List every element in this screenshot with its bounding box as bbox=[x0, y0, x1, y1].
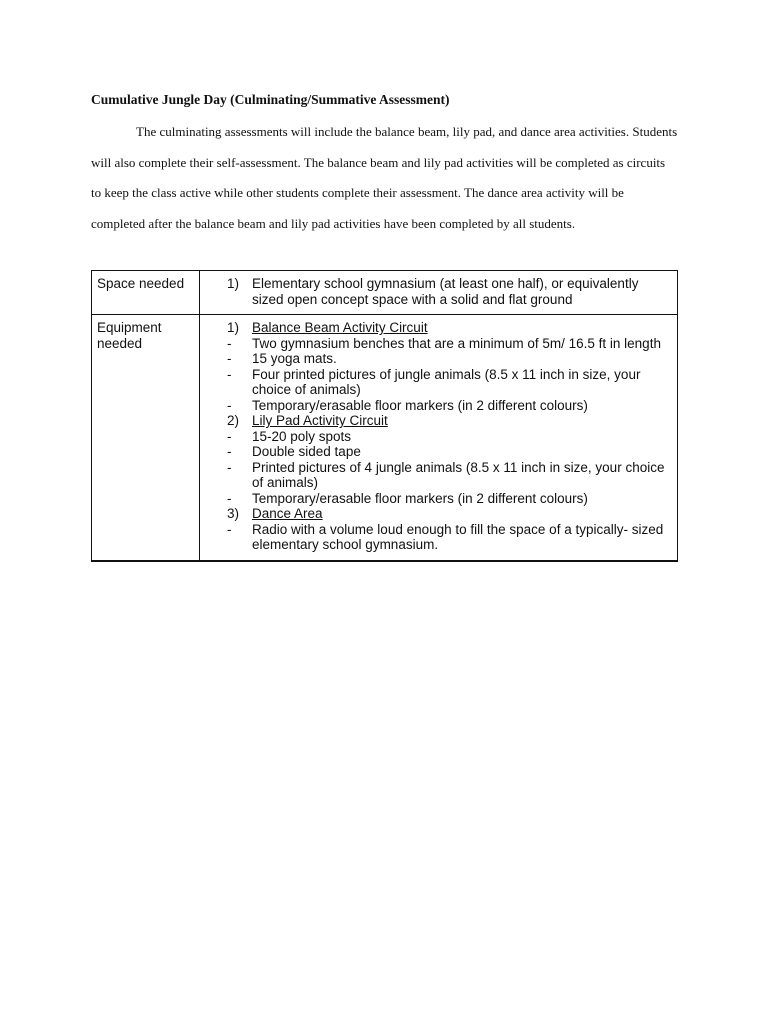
list-item bbox=[227, 444, 672, 460]
equipment-label: Equipment needed bbox=[97, 320, 162, 351]
list-item bbox=[227, 367, 672, 398]
section-heading-lily-pad bbox=[227, 413, 672, 429]
section-heading-balance-beam bbox=[227, 320, 672, 336]
list-item-text: Printed pictures of 4 jungle animals (8.5 x 11 inch in size, your choice of animals) bbox=[252, 459, 665, 490]
list-item-text: 15-20 poly spots bbox=[252, 428, 352, 444]
bullet-dash: - bbox=[227, 459, 232, 475]
list-item-text: 15 yoga mats. bbox=[252, 351, 337, 366]
bullet-dash: - bbox=[227, 490, 232, 506]
bullet-dash: - bbox=[227, 521, 232, 537]
list-item bbox=[227, 491, 672, 507]
section-heading: Dance Area bbox=[252, 506, 323, 521]
space-content-cell bbox=[200, 271, 678, 315]
equipment-content-cell bbox=[200, 315, 678, 561]
list-item bbox=[227, 336, 672, 352]
document-title: Cumulative Jungle Day (Culminating/Summative Assessment) bbox=[91, 92, 450, 107]
bullet-dash: - bbox=[227, 351, 232, 366]
intro-paragraph: The culminating assessments will include the balance beam, lily pad, and dance area activities. Students will also complete their self-assessment. The balance beam and lily pad activities will be completed as circuits to keep the class active while other students complete their assessment. The dance area activity will be completed after the balance beam and lily pad activities have been completed by all students. bbox=[91, 124, 678, 231]
list-item-text: Temporary/erasable floor markers (in 2 different colours) bbox=[252, 490, 588, 506]
bullet-dash: - bbox=[227, 444, 232, 459]
list-number: 1) bbox=[227, 276, 240, 291]
list-item bbox=[227, 522, 672, 553]
bullet-dash: - bbox=[227, 335, 232, 351]
list-number: 1) bbox=[227, 320, 240, 335]
space-label-cell bbox=[92, 271, 200, 315]
table-row-equipment bbox=[92, 315, 678, 561]
space-label: Space needed bbox=[97, 276, 185, 291]
section-heading: Lily Pad Activity Circuit bbox=[252, 413, 388, 428]
list-item-text: Temporary/erasable floor markers (in 2 different colours) bbox=[252, 397, 588, 413]
document-page bbox=[91, 90, 678, 562]
list-item bbox=[227, 460, 672, 491]
section-heading: Balance Beam Activity Circuit bbox=[252, 320, 428, 335]
list-item bbox=[227, 429, 672, 445]
list-item bbox=[227, 398, 672, 414]
requirements-table bbox=[91, 270, 678, 562]
list-item-text: Double sided tape bbox=[252, 444, 361, 459]
bullet-dash: - bbox=[227, 397, 232, 413]
space-description: Elementary school gymnasium (at least one half), or equivalently sized open concept space with a solid and flat ground bbox=[252, 276, 639, 307]
list-item-text: Four printed pictures of jungle animals (8.5 x 11 inch in size, your choice of animals) bbox=[252, 366, 641, 397]
equipment-label-cell bbox=[92, 315, 200, 561]
list-item bbox=[227, 276, 672, 307]
list-item-text: Radio with a volume loud enough to fill the space of a typically- sized elementary school gymnasium. bbox=[252, 521, 664, 552]
list-item bbox=[227, 351, 672, 367]
bullet-dash: - bbox=[227, 366, 232, 382]
list-number: 3) bbox=[227, 506, 240, 521]
table-row-space bbox=[92, 271, 678, 315]
bullet-dash: - bbox=[227, 428, 232, 444]
list-item-text: Two gymnasium benches that are a minimum of 5m/ 16.5 ft in length bbox=[252, 335, 661, 351]
section-heading-dance-area bbox=[227, 506, 672, 522]
list-number: 2) bbox=[227, 413, 240, 428]
